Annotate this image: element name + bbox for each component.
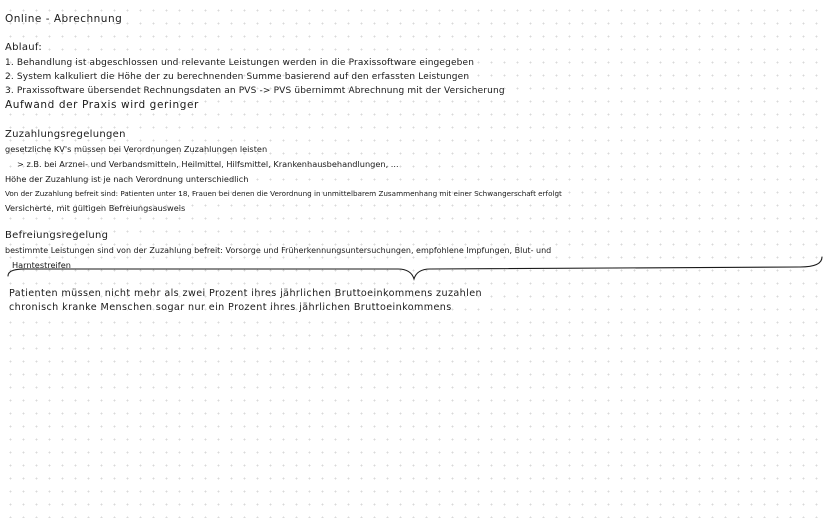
ablauf-step-2: 2. System kalkuliert die Höhe der zu berechnenden Summe basierend auf den erfassten Leistungen [5, 72, 470, 82]
zuzahlung-item-4: Von der Zuzahlung befreit sind: Patienten unter 18, Frauen bei denen die Verordnung in unmittelbarem Zusammenhang mit einer Schwangerschaft erfolgt [5, 189, 562, 198]
ablauf-heading: Ablauf: [5, 42, 43, 53]
befreiung-item-line-2: Harntestreifen [12, 260, 71, 270]
zuzahlung-item-2: > z.B. bei Arznei- und Verbandsmitteln, Heilmittel, Hilfsmittel, Krankenhausbehandlungen, ... [17, 159, 399, 169]
zuzahlung-item-1: gesetzliche KV's müssen bei Verordnungen Zuzahlungen leisten [5, 144, 268, 154]
zuzahlung-item-3: Höhe der Zuzahlung ist je nach Verordnung unterschiedlich [5, 174, 249, 184]
ablauf-step-3: 3. Praxissoftware übersendet Rechnungsdaten an PVS -> PVS übernimmt Abrechnung mit der Versicherung [5, 86, 505, 96]
befreiung-heading: Befreiungsregelung [5, 230, 109, 241]
befreiung-detail-1: Patienten müssen nicht mehr als zwei Prozent ihres jährlichen Bruttoeinkommens zuzahlen [9, 288, 482, 299]
ablauf-step-1: 1. Behandlung ist abgeschlossen und relevante Leistungen werden in die Praxissoftware eingegeben [5, 58, 475, 68]
zuzahlung-item-5: Versicherte, mit gültigen Befreiungsausweis [5, 203, 186, 213]
zuzahlung-heading: Zuzahlungsregelungen [5, 129, 126, 140]
befreiung-detail-2: chronisch kranke Menschen sogar nur ein Prozent ihres jährlichen Bruttoeinkommens [9, 302, 452, 313]
page-title: Online - Abrechnung [5, 13, 123, 25]
befreiung-item-line-1: bestimmte Leistungen sind von der Zuzahlung befreit: Vorsorge und Früherkennungsuntersuchungen, empfohlene Impfungen, Blut- und [5, 246, 552, 255]
ablauf-summary: Aufwand der Praxis wird geringer [5, 99, 199, 111]
